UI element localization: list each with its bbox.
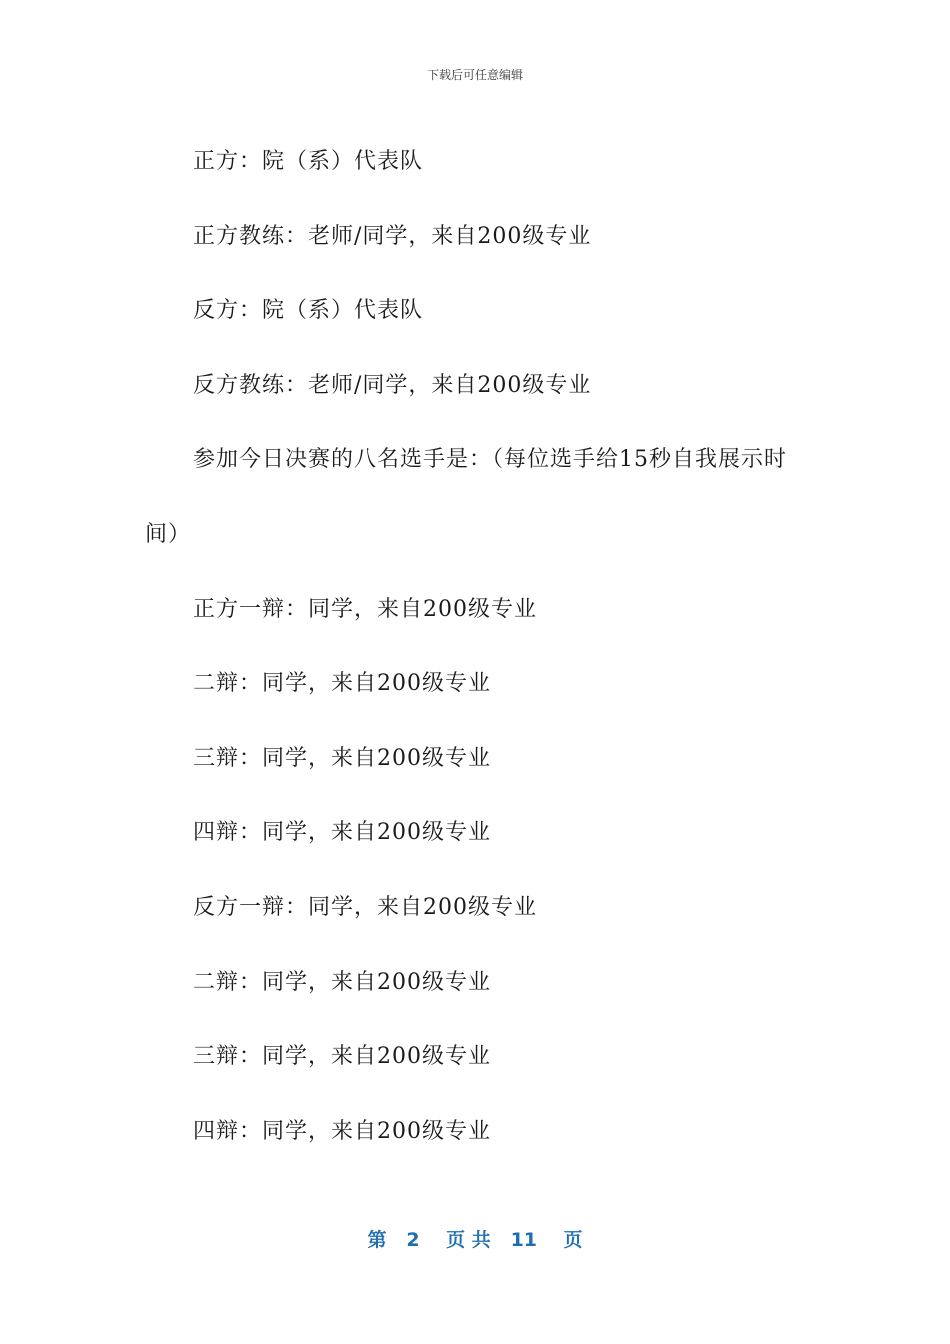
footer-label-suffix: 页 [563, 1229, 583, 1251]
paragraph-affirmative-coach: 正方教练：老师/同学，来自200级专业 [193, 223, 592, 249]
paragraph-affirmative-first-speaker: 正方一辩：同学，来自200级专业 [193, 596, 537, 622]
paragraph-negative-team: 反方：院（系）代表队 [193, 298, 424, 324]
paragraph-affirmative-team: 正方：院（系）代表队 [193, 149, 424, 174]
footer-label-prefix: 第 [367, 1229, 387, 1251]
paragraph-affirmative-third-speaker: 三辩：同学，来自200级专业 [193, 745, 491, 771]
paragraph-negative-fourth-speaker: 四辩：同学，来自200级专业 [193, 1118, 491, 1144]
paragraph-affirmative-fourth-speaker: 四辩：同学，来自200级专业 [193, 820, 491, 846]
paragraph-negative-coach: 反方教练：老师/同学，来自200级专业 [193, 372, 592, 398]
paragraph-negative-second-speaker: 二辩：同学，来自200级专业 [193, 969, 491, 995]
footer-page-current: 2 [406, 1229, 420, 1251]
document-body [145, 125, 805, 1169]
footer-label-middle: 页 共 [446, 1229, 491, 1251]
page-footer [0, 1225, 950, 1252]
paragraph-affirmative-second-speaker: 二辩：同学，来自200级专业 [193, 671, 491, 697]
paragraph-finalists-intro: 参加今日决赛的八名选手是：（每位选手给15秒自我展示时间） [145, 447, 787, 547]
paragraph-negative-third-speaker: 三辩：同学，来自200级专业 [193, 1044, 491, 1070]
footer-page-total: 11 [510, 1229, 538, 1251]
paragraph-negative-first-speaker: 反方一辩：同学，来自200级专业 [193, 894, 537, 920]
page-header: 下载后可任意编辑 [426, 68, 523, 82]
